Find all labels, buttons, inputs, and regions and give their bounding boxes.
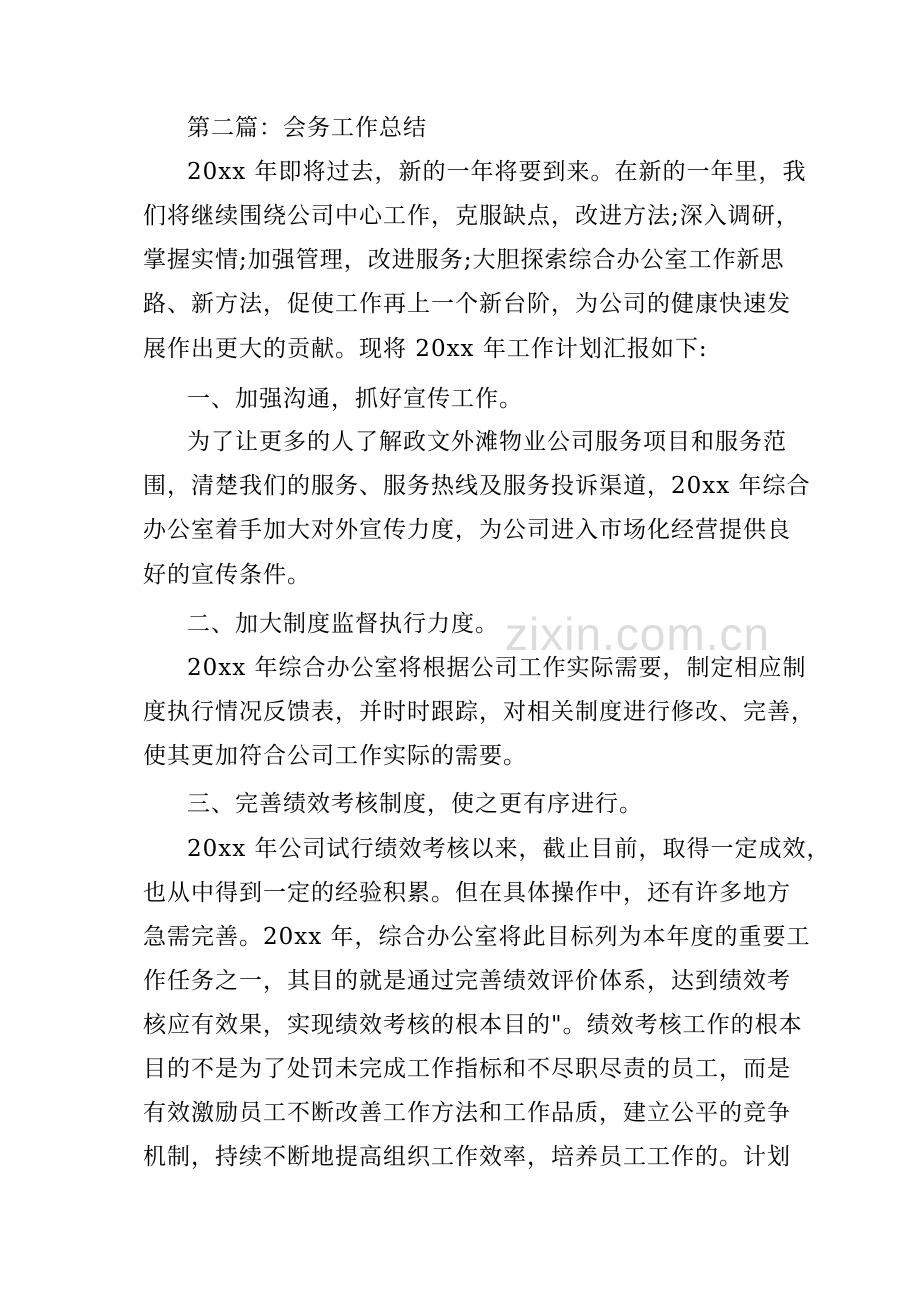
paragraph-1-line-5: 展作出更大的贡献。现将 20xx 年工作计划汇报如下: (143, 336, 708, 362)
paragraph-1-line-1: 20xx 年即将过去，新的一年将要到来。在新的一年里，我 (187, 159, 807, 185)
paragraph-2-line-1: 为了让更多的人了解政文外滩物业公司服务项目和服务范 (187, 429, 787, 455)
document-title: 第二篇：会务工作总结 (187, 115, 427, 141)
paragraph-4-line-5: 核应有效果，实现绩效考核的根本目的"。绩效考核工作的根本 (143, 1012, 803, 1038)
paragraph-4-line-6: 目的不是为了处罚未完成工作指标和不尽职尽责的员工，而是 (143, 1056, 791, 1082)
paragraph-2-line-3: 办公室着手加大对外宣传力度，为公司进入市场化经营提供良 (143, 517, 791, 543)
paragraph-4-line-7: 有效激励员工不断改善工作方法和工作品质，建立公平的竞争 (143, 1100, 791, 1126)
paragraph-4-line-2: 也从中得到一定的经验积累。但在具体操作中，还有许多地方 (143, 880, 791, 906)
section-heading-3: 三、完善绩效考核制度，使之更有序进行。 (187, 791, 643, 817)
paragraph-4-line-1: 20xx 年公司试行绩效考核以来，截止目前，取得一定成效， (187, 836, 831, 862)
paragraph-3-line-1: 20xx 年综合办公室将根据公司工作实际需要，制定相应制 (187, 655, 807, 681)
section-heading-1: 一、加强沟通，抓好宣传工作。 (187, 386, 523, 412)
paragraph-3-line-2: 度执行情况反馈表，并时时跟踪，对相关制度进行修改、完善， (143, 699, 815, 725)
paragraph-3-line-3: 使其更加符合公司工作实际的需要。 (143, 743, 527, 769)
paragraph-4-line-4: 作任务之一，其目的就是通过完善绩效评价体系，达到绩效考 (143, 968, 791, 994)
paragraph-4-line-8: 机制，持续不断地提高组织工作效率，培养员工工作的。计划 (143, 1144, 791, 1170)
paragraph-1-line-3: 掌握实情;加强管理，改进服务;大胆探索综合办公室工作新思 (143, 247, 785, 273)
paragraph-4-line-3: 急需完善。20xx 年，综合办公室将此目标列为本年度的重要工 (143, 924, 811, 950)
paragraph-2-line-4: 好的宣传条件。 (143, 562, 311, 588)
paragraph-2-line-2: 围，清楚我们的服务、服务热线及服务投诉渠道，20xx 年综合 (143, 473, 811, 499)
section-heading-2: 二、加大制度监督执行力度。 (187, 611, 499, 637)
paragraph-1-line-2: 们将继续围绕公司中心工作，克服缺点，改进方法;深入调研， (143, 203, 800, 229)
watermark: zixin.com.cn (505, 608, 771, 660)
paragraph-1-line-4: 路、新方法，促使工作再上一个新台阶，为公司的健康快速发 (143, 291, 791, 317)
